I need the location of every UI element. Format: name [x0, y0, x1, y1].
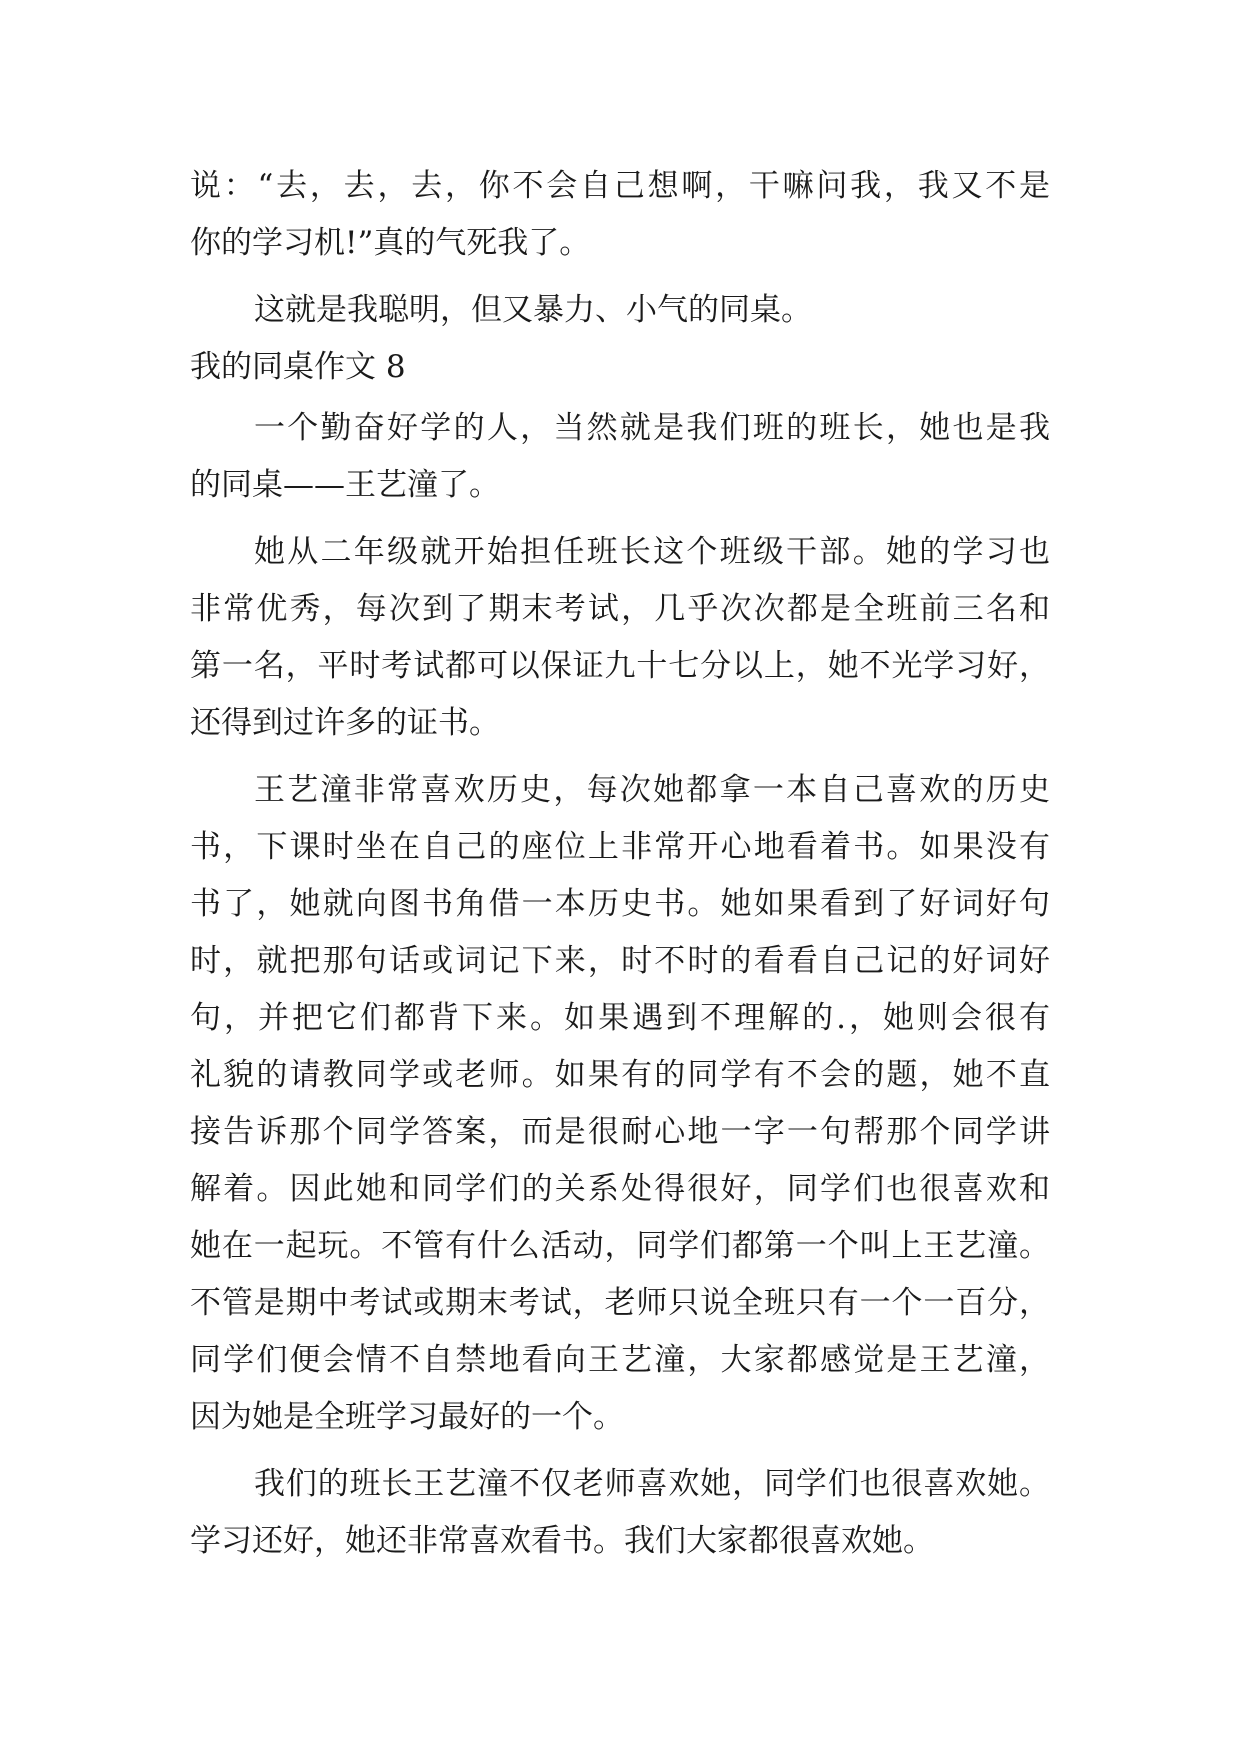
text-line: 解着。因此她和同学们的关系处得很好，同学们也很喜欢和 — [190, 1171, 1050, 1207]
paragraph-intro — [190, 400, 1050, 514]
paragraph-continued-dialogue — [190, 158, 1050, 272]
text-line: 接告诉那个同学答案，而是很耐心地一字一句帮那个同学讲 — [190, 1114, 1050, 1150]
paragraph-monitor — [190, 524, 1050, 752]
text-line: 王艺潼非常喜欢历史，每次她都拿一本自己喜欢的历史 — [254, 772, 1050, 808]
text-line: 我们的班长王艺潼不仅老师喜欢她，同学们也很喜欢她。 — [254, 1466, 1050, 1502]
document-body — [190, 158, 1050, 1570]
text-line: 说：“去，去，去，你不会自己想啊，干嘛问我，我又不是 — [190, 168, 1050, 204]
text-line: 不管是期中考试或期末考试，老师只说全班只有一个一百分， — [190, 1285, 1050, 1321]
text-line: 同学们便会情不自禁地看向王艺潼，大家都感觉是王艺潼， — [190, 1342, 1050, 1378]
paragraph-summary — [190, 282, 1050, 339]
text-line: 句，并把它们都背下来。如果遇到不理解的.，她则会很有 — [190, 1000, 1050, 1036]
text-line: 的同桌——王艺潼了。 — [190, 467, 500, 503]
text-line: 书了，她就向图书角借一本历史书。她如果看到了好词好句 — [190, 886, 1050, 922]
text-line: 第一名，平时考试都可以保证九十七分以上，她不光学习好， — [190, 648, 1050, 684]
text-line: 还得到过许多的证书。 — [190, 705, 500, 741]
text-line: 学习还好，她还非常喜欢看书。我们大家都很喜欢她。 — [190, 1523, 934, 1559]
text-line: 她在一起玩。不管有什么活动，同学们都第一个叫上王艺潼。 — [190, 1228, 1050, 1264]
text-line: 因为她是全班学习最好的一个。 — [190, 1399, 624, 1435]
section-heading: 我的同桌作文 8 — [190, 349, 406, 385]
paragraph-conclusion — [190, 1456, 1050, 1570]
text-line: 礼貌的请教同学或老师。如果有的同学有不会的题，她不直 — [190, 1057, 1050, 1093]
text-line: 这就是我聪明，但又暴力、小气的同桌。 — [254, 292, 812, 328]
text-line: 一个勤奋好学的人，当然就是我们班的班长，她也是我 — [254, 410, 1050, 446]
text-line: 非常优秀，每次到了期末考试，几乎次次都是全班前三名和 — [190, 591, 1050, 627]
text-line: 书，下课时坐在自己的座位上非常开心地看着书。如果没有 — [190, 829, 1050, 865]
text-line: 她从二年级就开始担任班长这个班级干部。她的学习也 — [254, 534, 1050, 570]
paragraph-history — [190, 762, 1050, 1446]
text-line: 你的学习机!”真的气死我了。 — [190, 225, 591, 261]
text-line: 时，就把那句话或词记下来，时不时的看看自己记的好词好 — [190, 943, 1050, 979]
